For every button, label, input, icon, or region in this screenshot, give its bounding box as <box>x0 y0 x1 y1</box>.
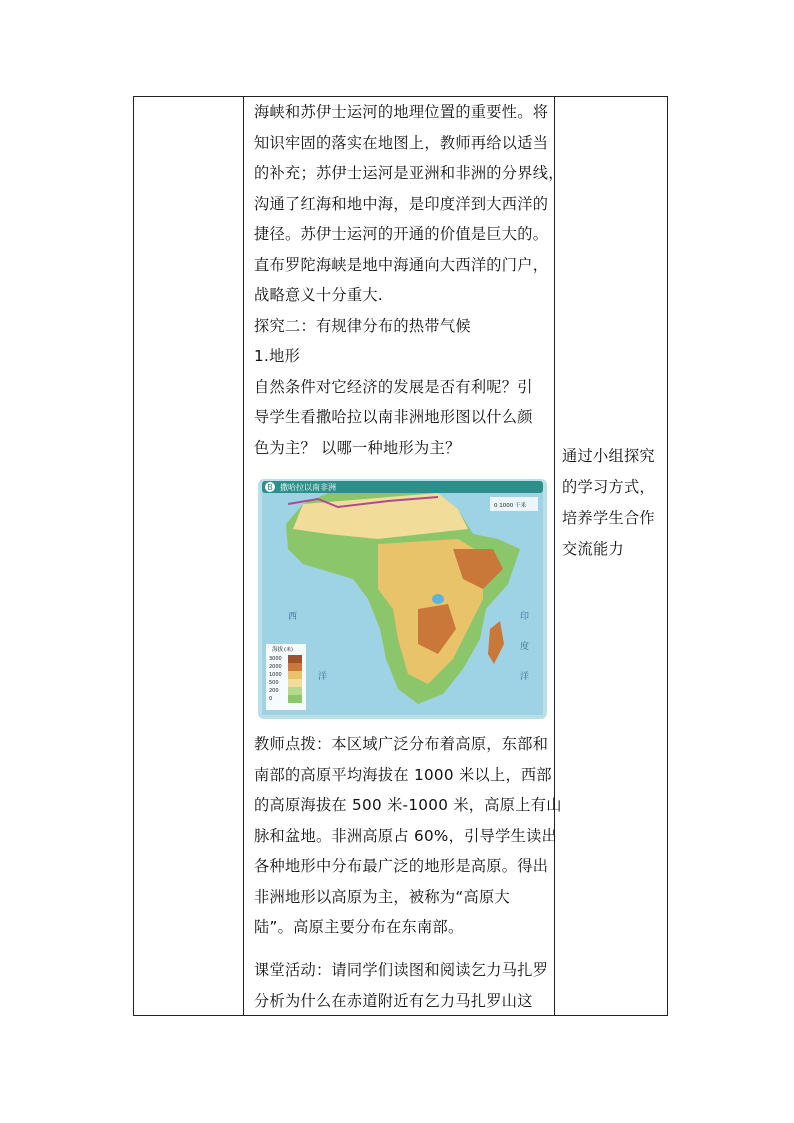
sea-label: 洋 <box>520 672 530 682</box>
intent-line: 交流能力 <box>562 540 624 558</box>
teaching-text-middle <box>254 729 562 943</box>
legend-value: 3000 <box>269 656 282 662</box>
map-scale: 0 1000 千米 <box>494 503 526 509</box>
legend-swatch <box>288 695 302 703</box>
column-divider-1 <box>243 97 244 1015</box>
text-line: 各种地形中分布最广泛的地形是高原。得出 <box>254 857 549 875</box>
lake-victoria <box>432 594 444 604</box>
legend-swatch <box>288 655 302 663</box>
text-line: 自然条件对它经济的发展是否有利呢？引 <box>254 377 533 396</box>
map-title: 撒哈拉以南非洲 <box>280 483 336 492</box>
sea-label: 洋 <box>318 672 328 682</box>
text-line: 的高原海拔在 500 米-1000 米，高原上有山 <box>254 796 562 814</box>
legend-value: 200 <box>269 688 279 694</box>
sea-label: 西 <box>288 612 298 622</box>
teaching-text-bottom <box>254 955 548 1016</box>
text-line: 脉和盆地。非洲高原占 60%，引导学生读出 <box>254 826 558 845</box>
design-intent-column <box>562 441 662 565</box>
legend-value: 500 <box>269 680 279 686</box>
text-line: 色为主？ 以哪一种地形为主？ <box>254 438 461 457</box>
text-line: 南部的高原平均海拔在 1000 米以上，西部 <box>254 765 552 784</box>
intent-line: 通过小组探究 <box>562 447 655 465</box>
text-line: 导学生看撒哈拉以南非洲地形图以什么颜 <box>254 408 533 426</box>
legend-value: 0 <box>269 696 273 702</box>
text-line: 教师点拨：本区域广泛分布着高原，东部和 <box>254 735 549 753</box>
text-line: 分析为什么在赤道附近有乞力马扎罗山这 <box>254 991 533 1010</box>
legend-value: 2000 <box>269 664 282 670</box>
map-badge: B <box>267 483 273 492</box>
text-line: 知识牢固的落实在地图上，教师再给以适当 <box>254 133 549 152</box>
teaching-text-top <box>254 97 564 463</box>
subsection-heading: 1.地形 <box>254 347 301 365</box>
text-line: 课堂活动：请同学们读图和阅读乞力马扎罗 <box>254 961 549 979</box>
intent-line: 培养学生合作 <box>562 509 655 527</box>
africa-terrain-map <box>258 479 547 719</box>
sea-label: 度 <box>520 642 530 652</box>
legend-swatch <box>288 663 302 671</box>
legend-title: 海拔 <box>272 647 284 653</box>
text-line: 直布罗陀海峡是地中海通向大西洋的门户， <box>254 255 549 274</box>
text-line: 战略意义十分重大. <box>254 286 384 304</box>
text-line: 捷径。苏伊士运河的开通的价值是巨大的。 <box>254 225 549 243</box>
section-heading: 探究二：有规律分布的热带气候 <box>254 316 471 335</box>
sea-label: 印 <box>520 612 530 622</box>
text-line: 非洲地形以高原为主，被称为“高原大 <box>254 887 510 906</box>
legend-swatch <box>288 679 302 687</box>
intent-line: 的学习方式， <box>562 478 655 496</box>
lesson-table <box>133 96 668 1016</box>
legend-value: 1000 <box>269 672 282 678</box>
text-line: 沟通了红海和地中海，是印度洋到大西洋的 <box>254 194 549 213</box>
text-line: 海峡和苏伊士运河的地理位置的重要性。将 <box>254 103 549 121</box>
text-line: 陆”。高原主要分布在东南部。 <box>254 918 464 936</box>
legend-swatch <box>288 671 302 679</box>
legend-unit: (米) <box>284 647 293 653</box>
legend-swatch <box>288 687 302 695</box>
text-line: 的补充；苏伊士运河是亚洲和非洲的分界线， <box>254 164 564 182</box>
